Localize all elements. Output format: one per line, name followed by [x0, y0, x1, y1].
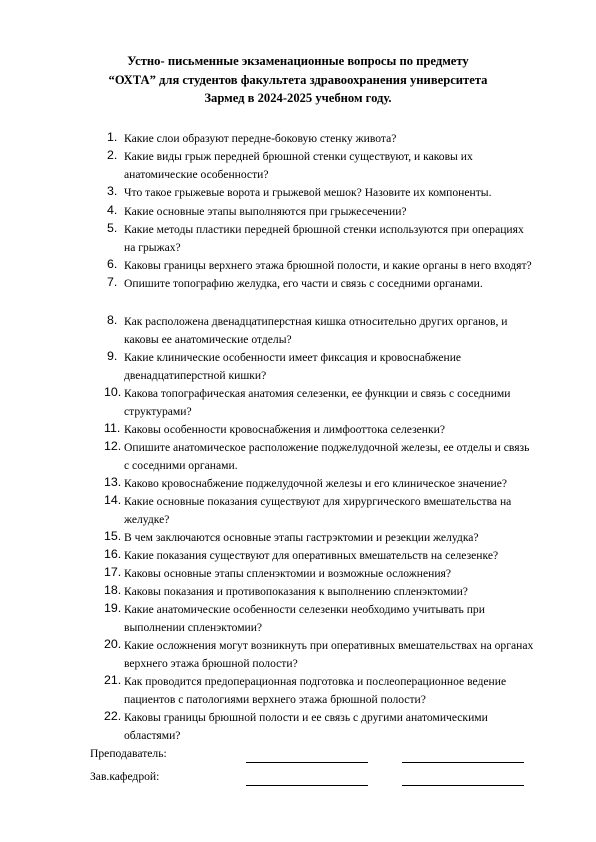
- question-number: 1.: [107, 130, 118, 144]
- question-number: 5.: [107, 221, 118, 235]
- head-of-department-label: Зав.кафедрой:: [90, 770, 160, 783]
- title-line-3: Зармед в 2024-2025 учебном году.: [204, 91, 392, 105]
- question-text-line: областями?: [124, 728, 181, 742]
- question-number: 22.: [104, 709, 122, 723]
- question-text-line: В чем заключаются основные этапы гастрэктомии и резекции желудка?: [124, 531, 479, 544]
- question-text-line: Какие основные этапы выполняются при грыжесечении?: [124, 205, 407, 218]
- question-text-line: Каковы особенности кровоснабжения и лимфооттока селезенки?: [124, 423, 445, 436]
- question-number: 20.: [104, 637, 122, 651]
- question-text-line: выполнении спленэктомии?: [124, 620, 263, 634]
- question-text-line: структурами?: [124, 404, 192, 418]
- head-signature-line: [246, 785, 368, 786]
- question-number: 11.: [104, 421, 121, 435]
- question-text-line: верхнего этажа брюшной полости?: [124, 656, 298, 670]
- question-text-line: каковы ее анатомические отделы?: [124, 332, 292, 346]
- question-text-line: Какие слои образуют передне-боковую стенку живота?: [124, 132, 397, 145]
- question-text-line: анатомические особенности?: [124, 167, 269, 181]
- question-text-line: Что такое грыжевые ворота и грыжевой мешок? Назовите их компоненты.: [124, 186, 492, 199]
- teacher-label: Преподаватель:: [90, 747, 167, 760]
- question-text-line: Какие показания существуют для оперативных вмешательств на селезенке?: [124, 549, 499, 562]
- question-number: 16.: [104, 547, 122, 561]
- question-text-line: Какие осложнения могут возникнуть при оперативных вмешательствах на органах: [124, 639, 534, 652]
- question-text-line: Как расположена двенадцатиперстная кишка относительно других органов, и: [124, 315, 508, 328]
- title-line-1: Устно- письменные экзаменационные вопросы по предмету: [127, 54, 469, 68]
- question-number: 4.: [107, 203, 118, 217]
- question-number: 15.: [104, 529, 122, 543]
- question-text-line: пациентов с патологиями верхнего этажа брюшной полости?: [124, 692, 426, 706]
- title-line-2: “ОХТА” для студентов факультета здравоохранения университета: [108, 72, 488, 87]
- question-text-line: Какие основные показания существуют для хирургического вмешательства на: [124, 495, 512, 508]
- question-number: 14.: [104, 493, 122, 507]
- teacher-name-line: [402, 762, 524, 763]
- question-number: 21.: [104, 673, 122, 687]
- question-text-line: с соседними органами.: [124, 458, 238, 472]
- document-title: [60, 52, 536, 108]
- question-number: 3.: [107, 184, 118, 198]
- question-text-line: Какие виды грыж передней брюшной стенки существуют, и каковы их: [124, 150, 473, 163]
- head-name-line: [402, 785, 524, 786]
- question-number: 7.: [107, 275, 118, 289]
- question-number: 2.: [107, 148, 118, 162]
- question-text-line: Как проводится предоперационная подготовка и послеоперационное ведение: [124, 675, 507, 688]
- question-text-line: на грыжах?: [124, 240, 181, 254]
- question-number: 8.: [107, 313, 118, 327]
- question-text-line: Каковы основные этапы спленэктомии и возможные осложнения?: [124, 567, 451, 580]
- question-text-line: Опишите анатомическое расположение поджелудочной железы, ее отделы и связь: [124, 441, 530, 454]
- question-text-line: Какие анатомические особенности селезенки необходимо учитывать при: [124, 603, 485, 616]
- question-text-line: Каковы показания и противопоказания к выполнению спленэктомии?: [124, 585, 468, 598]
- question-text-line: Опишите топографию желудка, его части и связь с соседними органами.: [124, 277, 483, 290]
- teacher-signature-line: [246, 762, 368, 763]
- question-number: 10.: [104, 385, 122, 399]
- question-text-line: Какие клинические особенности имеет фиксация и кровоснабжение: [124, 351, 462, 364]
- question-text-line: Какова топографическая анатомия селезенки, ее функции и связь с соседними: [124, 387, 511, 400]
- question-text-line: Каково кровоснабжение поджелудочной железы и его клиническое значение?: [124, 477, 508, 490]
- question-number: 9.: [107, 349, 118, 363]
- question-text-line: Каковы границы верхнего этажа брюшной полости, и какие органы в него входят?: [124, 259, 532, 272]
- question-number: 17.: [104, 565, 122, 579]
- question-number: 6.: [107, 257, 118, 271]
- question-number: 12.: [104, 439, 122, 453]
- question-text-line: желудке?: [124, 512, 170, 526]
- question-number: 13.: [104, 475, 122, 489]
- question-text-line: Какие методы пластики передней брюшной стенки используются при операциях: [124, 223, 524, 236]
- question-text-line: двенадцатиперстной кишки?: [124, 368, 267, 382]
- question-text-line: Каковы границы брюшной полости и ее связь с другими анатомическими: [124, 711, 488, 724]
- question-number: 19.: [104, 601, 122, 615]
- question-number: 18.: [104, 583, 122, 597]
